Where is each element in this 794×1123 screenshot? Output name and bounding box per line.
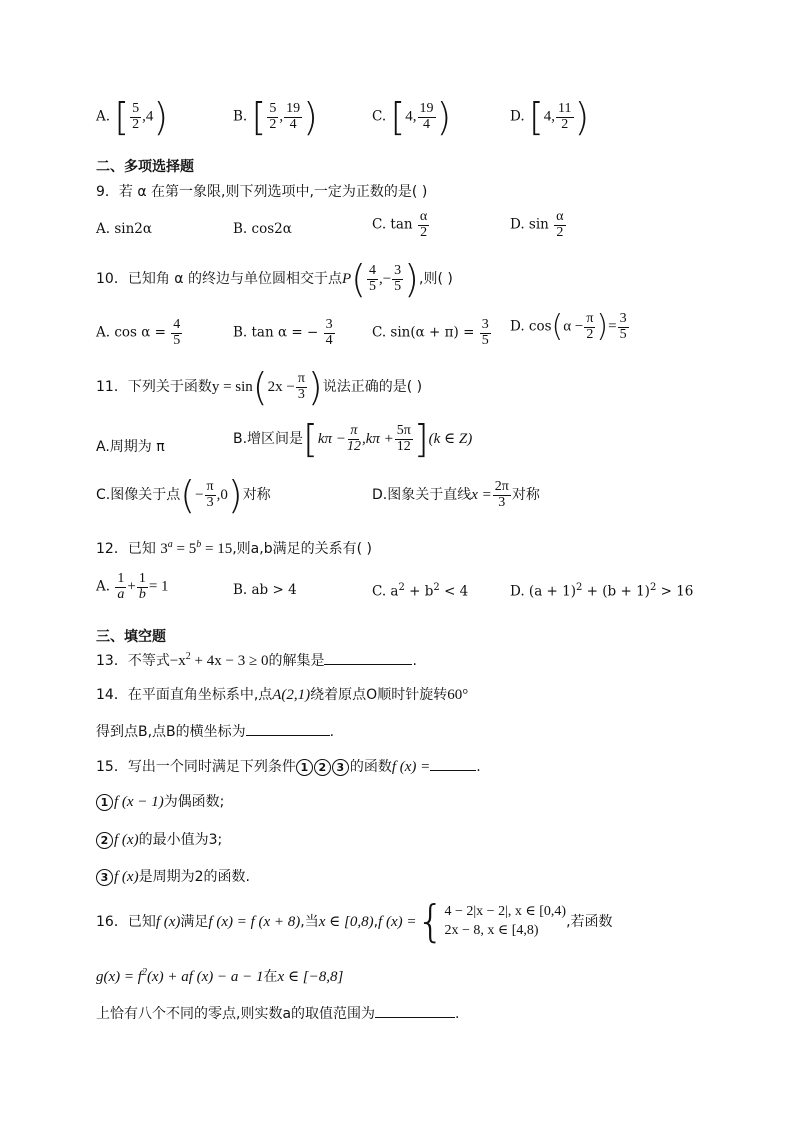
math-text: 4,	[405, 108, 417, 125]
period: .	[455, 1006, 460, 1022]
numerator: 5	[269, 100, 277, 116]
plus-sign: +	[127, 578, 136, 595]
q11-option-d	[372, 480, 540, 510]
fraction	[480, 318, 491, 348]
right-paren: )	[404, 257, 419, 301]
left-bracket: [	[390, 95, 406, 139]
section-heading-fill-in: 三、填空题	[96, 629, 166, 645]
q15-condition-1	[96, 791, 224, 811]
right-paren: )	[227, 473, 243, 517]
numerator: 5	[132, 100, 140, 116]
circled-number-2: 2	[96, 832, 113, 849]
function-expression: f (x)	[155, 914, 181, 930]
math-text: 3	[160, 541, 168, 557]
q10-option-c	[372, 318, 492, 348]
inequality	[170, 653, 269, 669]
q9-option-b: B. cos2α	[233, 221, 292, 237]
numerator: α	[419, 209, 428, 224]
condition-text: 的最小值为3;	[138, 832, 223, 848]
question-16-line3	[96, 1003, 459, 1023]
point-label: P	[341, 271, 352, 287]
left-brace: {	[416, 896, 445, 947]
q11-option-a: A.周期为 π	[96, 439, 165, 455]
period-equation: f (x) = f (x + 8)	[208, 914, 301, 930]
denominator: 4	[325, 332, 333, 348]
stem-text: ,若函数	[566, 914, 613, 930]
fraction	[347, 424, 361, 454]
exponent: 2	[576, 582, 583, 593]
fraction	[392, 264, 403, 294]
numerator: π	[206, 478, 214, 494]
numerator: 1	[117, 571, 125, 586]
stem-text: ,当	[300, 914, 319, 930]
equation	[160, 541, 232, 557]
fraction	[395, 424, 413, 454]
math-text: α −	[563, 318, 584, 335]
exponent: 2	[185, 651, 191, 662]
right-paren: )	[303, 95, 318, 139]
math-text: (k ∈ Z)	[428, 431, 473, 447]
fraction	[418, 210, 429, 240]
fraction	[115, 572, 126, 602]
option-text: B.增区间是	[233, 431, 304, 447]
question-14-line1	[96, 684, 468, 704]
q10-option-d	[510, 309, 630, 345]
right-paren: )	[307, 365, 323, 409]
answer-blank[interactable]	[246, 723, 330, 736]
circled-number-1: 1	[296, 759, 313, 776]
fraction	[267, 102, 278, 132]
q8-option-b	[233, 95, 318, 139]
exponent: a	[167, 539, 173, 550]
circled-number-2: 2	[314, 759, 331, 776]
option-label: C.	[372, 108, 387, 125]
q15-condition-2	[96, 829, 222, 849]
function-expression: y = sin	[211, 379, 253, 395]
fraction	[554, 210, 565, 240]
domain-expression: x ∈ [−8,8]	[277, 969, 344, 985]
numerator: 4	[173, 317, 181, 332]
q15-condition-3	[96, 866, 250, 886]
q12-option-c	[372, 582, 468, 600]
option-text: D. cos	[510, 318, 552, 335]
minus-sign: −	[195, 487, 204, 503]
option-text: C.图像关于点	[96, 487, 181, 503]
math-text: = 15	[201, 541, 233, 557]
denominator: 4	[423, 116, 431, 132]
function-expression: f (x)	[114, 832, 139, 848]
function-expression: f (x − 1)	[114, 794, 164, 810]
question-12-stem	[96, 538, 372, 558]
question-14-line2	[96, 721, 334, 741]
denominator: 5	[368, 278, 376, 294]
stem-text: 10．已知角 α 的终边与单位圆相交于点	[96, 271, 342, 287]
option-text: D. sin	[510, 216, 549, 233]
stem-text: 14．在平面直角坐标系中,点	[96, 687, 273, 703]
answer-blank[interactable]	[430, 758, 476, 771]
function-expression: f (x) =	[378, 914, 417, 930]
fraction	[367, 264, 378, 294]
point-label: A(2,1)	[272, 687, 311, 703]
equals-sign: =	[608, 318, 617, 335]
function-expression: f (x)	[114, 869, 139, 885]
option-label: A.	[96, 108, 111, 125]
option-text: C. a	[372, 583, 399, 600]
math-text: kπ −	[317, 431, 346, 447]
denominator: 12	[346, 438, 361, 454]
question-16-line2	[96, 966, 343, 986]
comma: ,	[373, 914, 379, 930]
stem-text: 15．写出一个同时满足下列条件	[96, 759, 296, 775]
fraction	[205, 480, 216, 510]
math-text: 2x −	[267, 379, 295, 395]
question-9-stem: 9．若 α 在第一象限,则下列选项中,一定为正数的是( )	[96, 184, 428, 200]
denominator: 5	[481, 332, 489, 348]
question-10-stem	[96, 257, 453, 301]
left-paren: (	[351, 257, 366, 301]
option-text: 对称	[511, 487, 540, 504]
option-text: C. tan	[372, 216, 413, 233]
q9-option-a: A. sin2α	[96, 221, 152, 237]
math-text: x =	[471, 487, 492, 504]
stem-text: 16．已知	[96, 914, 156, 930]
fraction	[584, 312, 595, 342]
math-text: = 5	[172, 541, 197, 557]
stem-text: 满足	[180, 914, 209, 930]
exponent: 2	[649, 582, 657, 593]
math-text: −x	[169, 653, 186, 669]
fraction	[137, 572, 148, 602]
numerator: α	[556, 209, 564, 224]
stem-text: 在	[263, 969, 278, 985]
right-paren: )	[153, 95, 169, 139]
math-text: 4,	[543, 108, 556, 125]
denominator: 2	[132, 116, 140, 132]
domain-expression: x ∈ [0,8)	[318, 914, 374, 930]
denominator: 5	[394, 278, 402, 294]
denominator: 2	[420, 224, 428, 240]
q10-option-a	[96, 318, 183, 348]
denominator: 4	[289, 116, 297, 132]
math-text: = 1	[148, 578, 169, 595]
denominator: 3	[206, 494, 214, 510]
fraction	[493, 480, 511, 510]
left-bracket: [	[528, 95, 544, 139]
fraction	[284, 102, 302, 132]
angle-value: 60°	[447, 687, 469, 703]
q10-option-b	[233, 318, 336, 348]
left-paren: (	[252, 365, 268, 409]
q9-option-d	[510, 210, 567, 240]
exponent: 2	[398, 582, 405, 593]
math-text: g(x) = f	[96, 969, 142, 985]
q8-option-d	[510, 95, 590, 139]
q12-option-a	[96, 572, 169, 602]
numerator: 3	[481, 317, 489, 332]
math-text: ,4	[142, 108, 154, 125]
option-label: D.	[510, 108, 525, 125]
period: .	[329, 724, 335, 740]
math-text: ,−	[378, 271, 392, 287]
numerator: π	[350, 422, 358, 438]
numerator: 3	[325, 317, 333, 332]
numerator: 1	[138, 571, 146, 586]
denominator: b	[138, 586, 146, 602]
stem-text: 12．已知	[96, 541, 156, 557]
option-text: + (b + 1)	[582, 583, 650, 600]
fraction	[418, 102, 436, 132]
circled-number-1: 1	[96, 794, 113, 811]
q8-option-c	[372, 95, 452, 139]
option-text: B. tan α = −	[233, 324, 319, 341]
period: .	[412, 653, 417, 669]
denominator: 2	[269, 116, 277, 132]
denominator: 3	[498, 494, 506, 510]
denominator: 2	[561, 116, 569, 132]
stem-text: 得到点B,点B的横坐标为	[96, 724, 246, 740]
left-bracket: [	[251, 95, 267, 139]
question-15-stem	[96, 756, 481, 776]
option-text: > 16	[656, 583, 694, 600]
option-text: C. sin(α + π) =	[372, 324, 475, 341]
denominator: 2	[556, 224, 564, 240]
option-text: + b	[404, 583, 434, 600]
right-bracket: ]	[413, 417, 429, 461]
stem-text: 的函数	[349, 759, 392, 775]
option-text: 对称	[242, 487, 271, 503]
right-paren: )	[436, 95, 452, 139]
numerator: 2π	[494, 479, 509, 494]
q9-option-c	[372, 210, 430, 240]
math-text: ,0	[216, 487, 228, 503]
right-paren: )	[574, 95, 590, 139]
period: .	[476, 759, 481, 775]
stem-text: 上恰有八个不同的零点,则实数a的取值范围为	[96, 1006, 376, 1022]
q11-option-b	[233, 417, 473, 461]
question-16-line1	[96, 896, 613, 947]
g-function	[96, 969, 264, 985]
q12-option-d	[510, 582, 693, 600]
math-text: ,kπ +	[361, 431, 394, 447]
condition-text: 是周期为2的函数.	[138, 869, 250, 885]
comma: ,	[279, 108, 284, 125]
denominator: 12	[396, 438, 411, 454]
stem-text: 13．不等式	[96, 653, 170, 669]
stem-text: 的解集是	[268, 653, 325, 669]
q12-option-b: B. ab > 4	[233, 582, 297, 598]
option-text: D. (a + 1)	[510, 583, 576, 600]
circled-number-3: 3	[96, 869, 113, 886]
stem-text: 绕着原点O顺时针旋转	[310, 687, 448, 703]
question-13	[96, 650, 417, 670]
answer-blank[interactable]	[324, 652, 412, 665]
fraction	[618, 312, 629, 342]
left-bracket: [	[114, 95, 130, 139]
math-text: + 4x − 3 ≥ 0	[190, 653, 269, 669]
option-label: B.	[233, 108, 248, 125]
exponent: b	[196, 539, 202, 550]
q11-option-c	[96, 473, 271, 517]
stem-text: 11．下列关于函数	[96, 379, 212, 395]
answer-blank[interactable]	[375, 1005, 455, 1018]
option-text: < 4	[439, 583, 469, 600]
question-11-stem	[96, 365, 423, 409]
stem-text: ,则( )	[419, 271, 453, 287]
left-bracket: [	[303, 417, 318, 461]
denominator: 2	[586, 326, 594, 342]
denominator: a	[117, 586, 125, 602]
numerator: 11	[558, 100, 572, 116]
numerator: 3	[619, 311, 627, 326]
fraction	[296, 372, 307, 402]
case-1: 4 − 2|x − 2|, x ∈ [0,4)	[444, 904, 567, 920]
denominator: 3	[297, 386, 305, 402]
numerator: π	[297, 370, 305, 386]
numerator: 19	[419, 100, 434, 116]
condition-text: 为偶函数;	[163, 794, 225, 810]
circled-number-3: 3	[332, 759, 349, 776]
numerator: 5π	[396, 422, 411, 438]
numerator: 3	[394, 262, 402, 278]
option-label: A.	[96, 578, 111, 595]
fraction	[324, 318, 335, 348]
exponent: 2	[433, 582, 440, 593]
exponent: 2	[141, 967, 147, 978]
fraction	[556, 102, 573, 132]
left-paren: (	[551, 309, 564, 345]
denominator: 5	[619, 326, 627, 342]
piecewise-cases	[444, 903, 566, 941]
fraction	[171, 318, 182, 348]
numerator: 19	[286, 100, 301, 116]
function-expression: f (x) =	[391, 759, 431, 775]
option-text: A. cos α =	[96, 324, 166, 341]
right-paren: )	[596, 309, 609, 345]
left-paren: (	[180, 473, 196, 517]
numerator: π	[586, 311, 594, 326]
section-heading-multiple-choice: 二、多项选择题	[96, 159, 194, 175]
option-text: D.图象关于直线	[372, 487, 472, 504]
q8-option-a	[96, 95, 169, 139]
denominator: 5	[173, 332, 181, 348]
fraction	[130, 102, 141, 132]
stem-text: ,则a,b满足的关系有( )	[232, 541, 372, 557]
case-2: 2x − 8, x ∈ [4,8)	[444, 923, 539, 938]
numerator: 4	[368, 262, 376, 278]
stem-text: 说法正确的是( )	[322, 379, 423, 395]
math-text: (x) + af (x) − a − 1	[146, 969, 264, 985]
